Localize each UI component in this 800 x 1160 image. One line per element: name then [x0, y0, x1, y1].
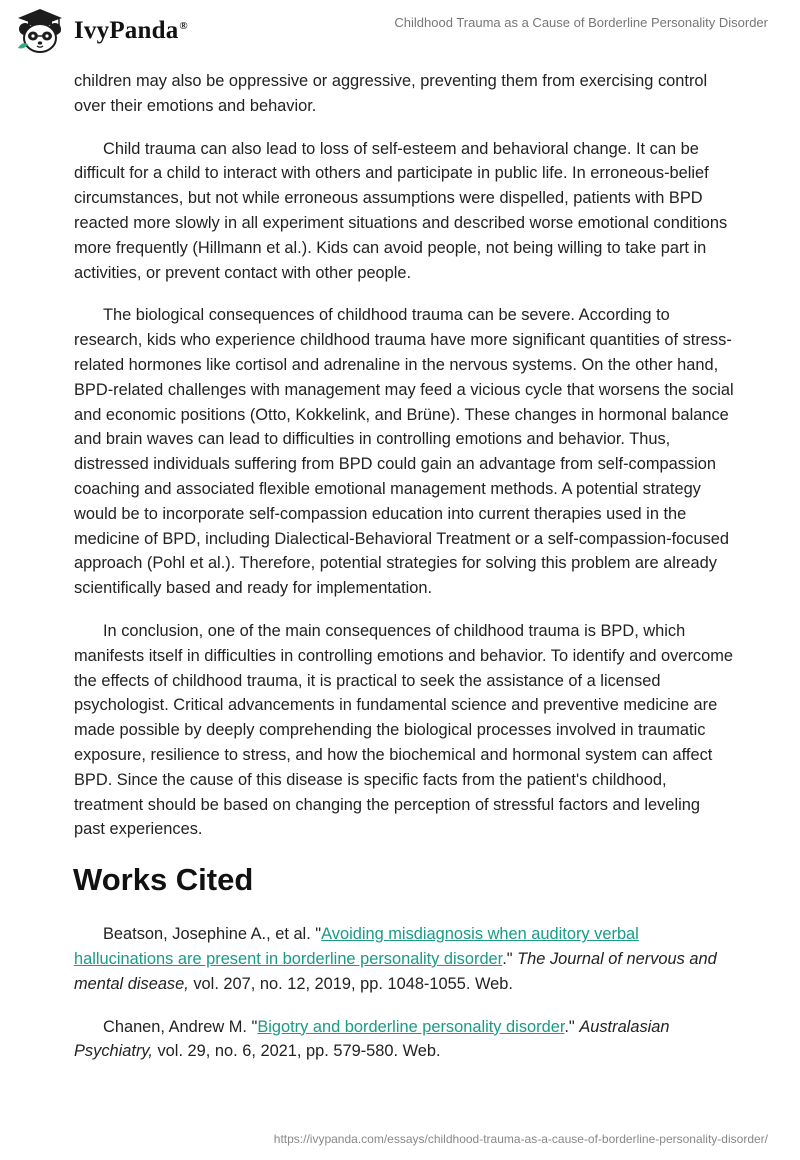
ivypanda-logo[interactable]	[14, 8, 188, 54]
citation-link[interactable]: Avoiding misdiagnosis when auditory verbal hallucinations are present in borderline personality disorder	[74, 925, 639, 968]
panda-graduate-icon	[14, 8, 66, 54]
citation-entry	[74, 922, 734, 996]
citation-authors: Beatson, Josephine A., et al. "	[103, 925, 322, 944]
essay-paragraph: children may also be oppressive or aggressive, preventing them from exercising control over their emotions and behavior.	[74, 72, 708, 115]
citation-journal: The Journal of nervous and mental disease,	[74, 949, 717, 993]
citation-entry	[74, 1015, 734, 1065]
citation-details: vol. 29, no. 6, 2021, pp. 579-580. Web.	[152, 1042, 441, 1061]
essay-paragraph: Child trauma can also lead to loss of self-esteem and behavioral change. It can be difficult for a child to interact with others and participate in public life. In erroneous-belief circumstances, but not while erroneous assumptions were dispelled, patients with BPD reacted more slowly in all experiment situations and described worse emotional conditions more frequently (Hillmann et al.). Kids can avoid people, not being willing to take part in activities, or prevent contact with other people.	[74, 139, 728, 282]
page-header	[0, 0, 800, 70]
citation-punctuation: ."	[502, 949, 518, 968]
works-cited-heading: Works Cited	[73, 862, 254, 898]
essay-paragraph: The biological consequences of childhood trauma can be severe. According to research, kids who experience childhood trauma have more significant quantities of stress-related hormones like cortisol and adrenaline in the nervous systems. On the other hand, BPD-related challenges with management may feed a vicious cycle that worsens the social and economic positions (Otto, Kokkelink, and Brüne). These changes in hormonal balance and brain waves can lead to difficulties in controlling emotions and behavior. Thus, distressed individuals suffering from BPD could gain an advantage from self-compassion coaching and associated flexible emotional management methods. A potential strategy would be to incorporate self-compassion education into current therapies used in the medicine of BPD, including Dialectical-Behavioral Treatment or a self-compassion-focused approach (Pohl et al.). Therefore, potential strategies for solving this problem are already scientifically based and ready for implementation.	[74, 306, 734, 598]
citation-authors: Chanen, Andrew M. "	[103, 1017, 258, 1036]
citation-journal: Australasian Psychiatry,	[74, 1017, 670, 1061]
essay-paragraph: In conclusion, one of the main consequences of childhood trauma is BPD, which manifests itself in difficulties in controlling emotions and behavior. To identify and overcome the effects of childhood trauma, it is practical to seek the assistance of a licensed psychologist. Critical advancements in fundamental science and preventive medicine are made possible by deeply comprehending the biological processes involved in traumatic exposure, resilience to stress, and how the biochemical and hormonal system can affect BPD. Since the cause of this disease is specific facts from the patient's childhood, treatment should be based on changing the perception of stressful factors and leveling past experiences.	[74, 621, 734, 839]
source-url[interactable]: https://ivypanda.com/essays/childhood-trauma-as-a-cause-of-borderline-personality-disorder/	[273, 1132, 768, 1146]
essay-content	[74, 69, 734, 1082]
brand-name: IvyPanda®	[74, 17, 188, 44]
document-title: Childhood Trauma as a Cause of Borderline Personality Disorder	[394, 15, 768, 30]
citation-punctuation: ."	[564, 1017, 580, 1036]
citation-link[interactable]: Bigotry and borderline personality disorder	[257, 1017, 565, 1036]
citation-details: vol. 207, no. 12, 2019, pp. 1048-1055. Web.	[188, 974, 513, 993]
